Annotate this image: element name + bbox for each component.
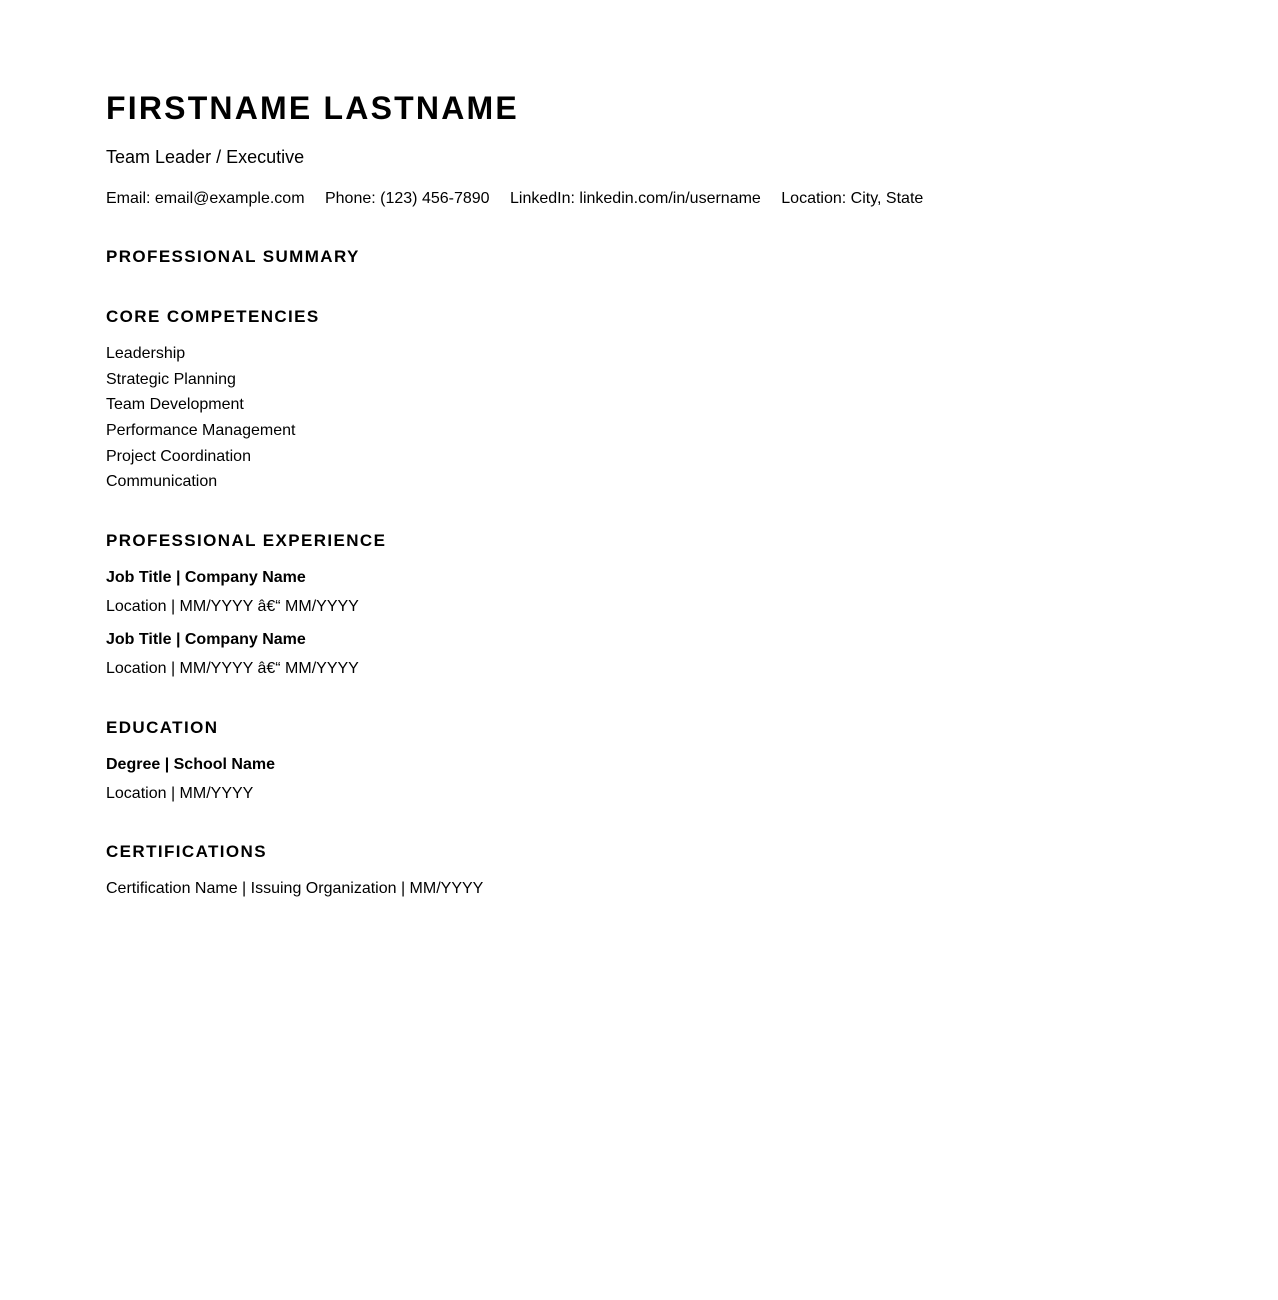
education-meta: Location | MM/YYYY [106,785,254,802]
section-heading-competencies: CORE COMPETENCIES [106,307,320,326]
job-meta: Location | MM/YYYY â€“ MM/YYYY [106,660,359,677]
competency-item: Communication [106,473,218,490]
section-heading-summary: PROFESSIONAL SUMMARY [106,247,360,266]
certification-item: Certification Name | Issuing Organization | MM/YYYY [106,880,484,897]
job-title: Job Title | Company Name [106,631,306,648]
competency-item: Strategic Planning [106,371,236,388]
contact-phone: Phone: (123) 456-7890 [324,190,490,207]
section-heading-education: EDUCATION [106,718,219,737]
contact-location: Location: City, State [781,190,924,207]
job-title: Job Title | Company Name [106,569,306,586]
contact-linkedin: LinkedIn: linkedin.com/in/username [510,190,761,207]
competency-item: Performance Management [106,422,296,439]
contact-email: Email: email@example.com [106,190,305,207]
contact-line [106,189,939,209]
candidate-title: Team Leader / Executive [106,147,305,167]
job-meta: Location | MM/YYYY â€“ MM/YYYY [106,598,359,615]
candidate-name: FIRSTNAME LASTNAME [106,90,519,126]
section-heading-experience: PROFESSIONAL EXPERIENCE [106,531,387,550]
competency-item: Project Coordination [106,448,251,465]
competency-item: Team Development [106,396,244,413]
education-degree: Degree | School Name [106,756,275,773]
section-heading-certifications: CERTIFICATIONS [106,842,267,861]
competency-item: Leadership [106,345,186,362]
